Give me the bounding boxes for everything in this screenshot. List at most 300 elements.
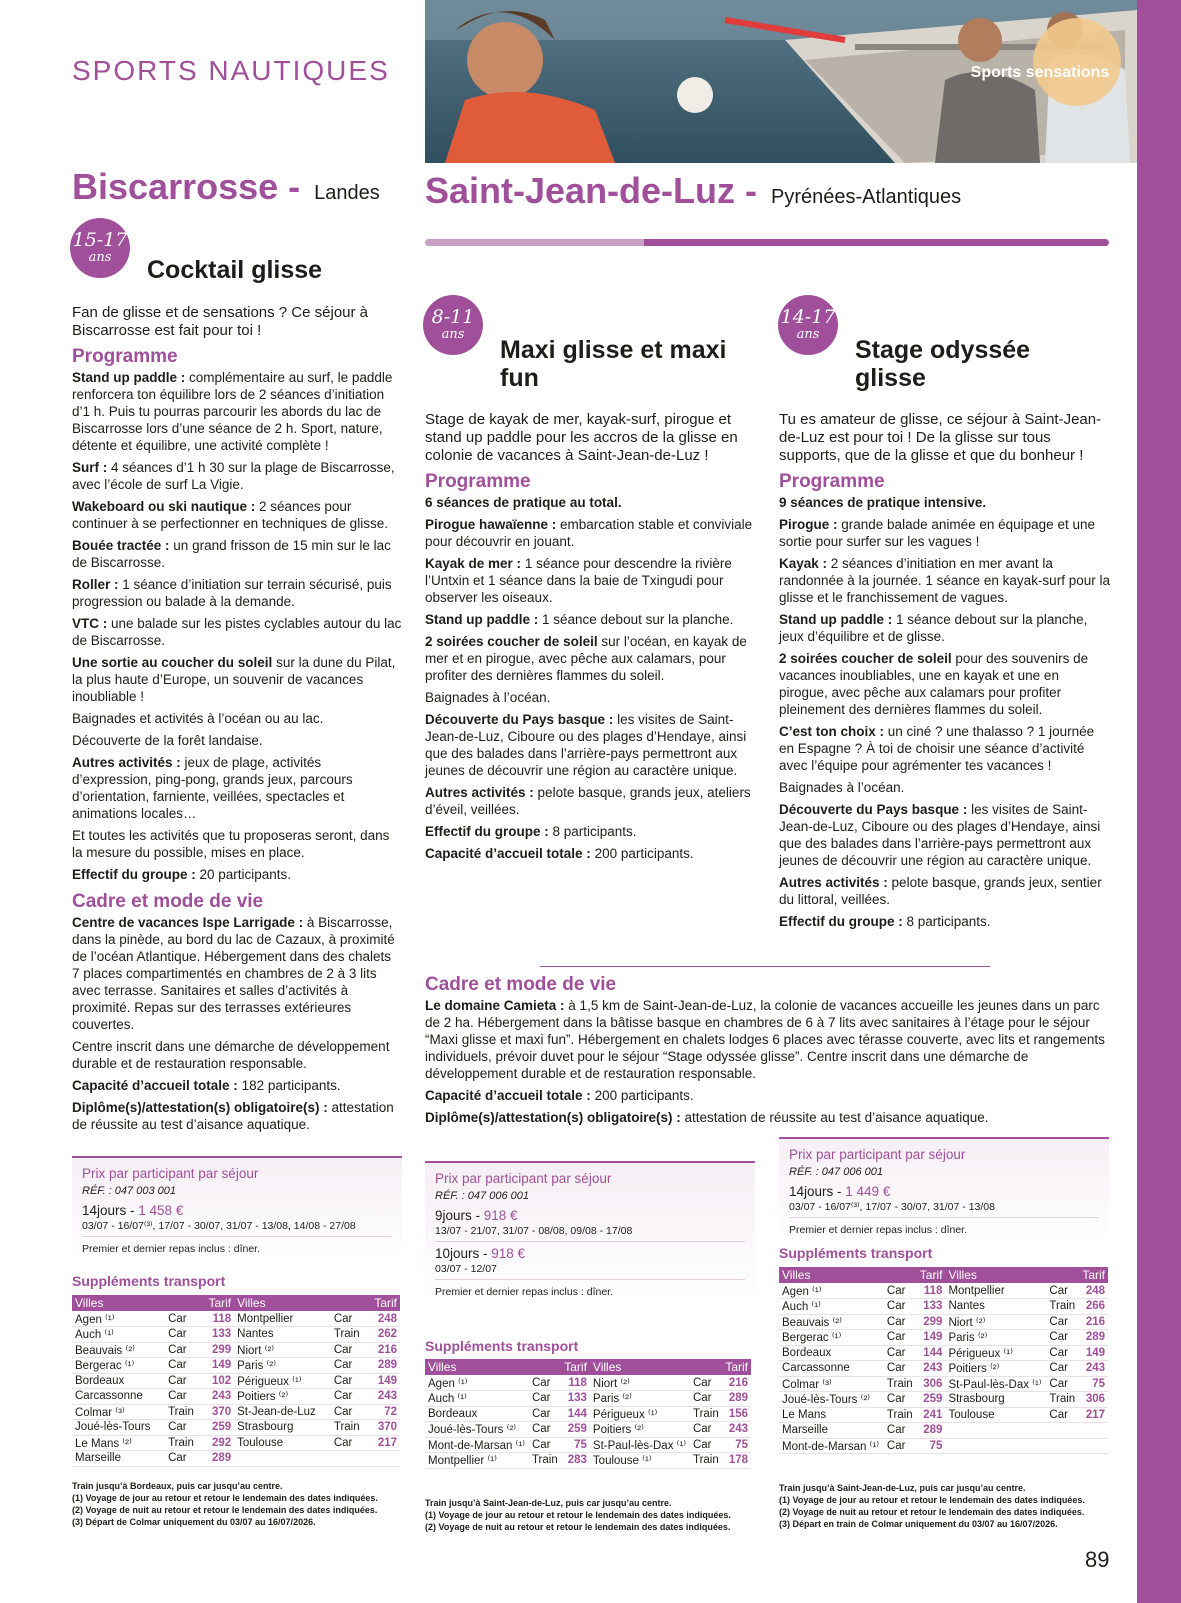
price-cell: 243 (1079, 1361, 1108, 1377)
mode-cell (1046, 1423, 1078, 1439)
paragraph-text: Baignades à l’océan. (779, 780, 905, 795)
price-cell: 75 (561, 1437, 590, 1453)
paragraph-label: Stand up paddle : (779, 612, 893, 627)
table-row (72, 1311, 400, 1327)
transport-title: Suppléments transport (425, 1338, 579, 1354)
paragraph (779, 801, 1111, 869)
paragraph-text: 1 séance debout sur la planche, jeux d’équilibre et de glisse. (779, 612, 1088, 644)
price-title: Prix par participant par séjour (435, 1171, 612, 1186)
paragraph-label: Pirogue : (779, 517, 838, 532)
price-cell: 118 (201, 1311, 234, 1327)
paragraph-label: Capacité d’accueil totale : (425, 1088, 591, 1103)
mode-cell: Train (1046, 1392, 1078, 1408)
mode-cell: Car (884, 1438, 916, 1454)
mode-cell: Car (165, 1327, 201, 1343)
paragraph-label: Capacité d’accueil totale : (72, 1078, 238, 1093)
paragraph-text: complémentaire au surf, le paddle renforcera ton équilibre lors de 2 séances d’initiation d’1 h. Puis tu pourras parcourir les abords du lac de Biscarrosse lors d’une séance de 2 h. Sport, nature, détente et équilibre, une activité complète ! (72, 370, 393, 453)
city-cell: St-Paul-lès-Dax ⁽¹⁾ (945, 1376, 1046, 1392)
city-cell: Beauvais ⁽²⁾ (72, 1342, 165, 1358)
divider-line (540, 966, 990, 967)
reference: RÉF. : 047 006 001 (435, 1190, 529, 1202)
mode-cell: Car (690, 1375, 722, 1391)
paragraph-label: Bouée tractée : (72, 538, 170, 553)
paragraph-text: 20 participants. (195, 867, 292, 882)
price-cell: 133 (201, 1327, 234, 1343)
paragraph-label: Effectif du groupe : (72, 867, 196, 882)
age-range: 8-11 (431, 306, 475, 328)
paragraph-label: Découverte du Pays basque : (779, 802, 968, 817)
paragraph-label: Effectif du groupe : (425, 824, 549, 839)
paragraph-text: 200 participants. (590, 1088, 694, 1103)
city-cell: Montpellier ⁽¹⁾ (425, 1453, 529, 1469)
stage-odyssee-content (779, 411, 1111, 935)
paragraph (425, 997, 1111, 1082)
note-line: (2) Voyage de nuit au retour et retour le lendemain des dates indiquées. (425, 1522, 731, 1532)
age-unit: ans (88, 250, 112, 265)
paragraph-text: Et toutes les activités que tu proposeras seront, dans la mesure du possible, mises en place. (72, 828, 390, 860)
sports-sensations-badge: Sports sensations (970, 64, 1110, 81)
price-cell: 149 (201, 1358, 234, 1374)
city-cell: Carcassonne (779, 1361, 884, 1377)
paragraph (72, 498, 402, 532)
paragraph (72, 654, 402, 705)
mode-cell: Car (884, 1345, 916, 1361)
paragraph (72, 459, 402, 493)
city-cell: Mont-de-Marsan ⁽¹⁾ (425, 1437, 529, 1453)
paragraph-label: Découverte du Pays basque : (425, 712, 614, 727)
mode-cell: Car (165, 1342, 201, 1358)
city-cell: Paris ⁽²⁾ (590, 1391, 690, 1407)
price-cell: 75 (1079, 1376, 1108, 1392)
city-cell: Auch ⁽¹⁾ (779, 1299, 884, 1315)
paragraph (72, 1077, 402, 1094)
column-header: Tarif (201, 1295, 234, 1311)
mode-cell: Car (884, 1330, 916, 1346)
price-cell: 216 (722, 1375, 751, 1391)
price-cell: 370 (201, 1404, 234, 1420)
city-cell: Périgueux ⁽¹⁾ (945, 1345, 1046, 1361)
column-header: Villes (779, 1267, 884, 1283)
column-header: Villes (72, 1295, 165, 1311)
note-line: Train jusqu’à Bordeaux, puis car jusqu’au centre. (72, 1481, 283, 1491)
price-box (72, 1156, 402, 1261)
paragraph (779, 611, 1111, 645)
mode-cell: Car (331, 1404, 367, 1420)
table-row (425, 1391, 751, 1407)
mode-cell: Train (331, 1420, 367, 1436)
column-header: Tarif (916, 1267, 945, 1283)
paragraph-label: Effectif du groupe : (779, 914, 903, 929)
price: 1 458 € (138, 1203, 184, 1218)
paragraph (425, 555, 760, 606)
price-cell: 306 (916, 1376, 945, 1392)
city-cell: Poitiers ⁽²⁾ (945, 1361, 1046, 1377)
cadre-heading: Cadre et mode de vie (425, 974, 617, 995)
paragraph (425, 1109, 1111, 1126)
programme-heading: Programme (779, 471, 885, 492)
mode-cell: Train (690, 1453, 722, 1469)
paragraph (425, 689, 760, 706)
paragraph-text: attestation de réussite au test d’aisance aquatique. (72, 1100, 394, 1132)
separator: - (471, 1208, 484, 1223)
mode-cell: Car (1046, 1376, 1078, 1392)
meal-info: Premier et dernier repas inclus : dîner. (82, 1243, 260, 1255)
reference: RÉF. : 047 003 001 (82, 1185, 176, 1197)
section-title: SPORTS NAUTIQUES (72, 55, 390, 86)
programme-lead: 9 séances de pratique intensive. (779, 495, 987, 510)
price-cell: 248 (1079, 1283, 1108, 1299)
table-row (779, 1376, 1108, 1392)
programme-heading: Programme (425, 471, 531, 492)
table-row (779, 1392, 1108, 1408)
mode-cell: Train (165, 1404, 201, 1420)
mode-cell (331, 1451, 367, 1467)
price-cell: 289 (722, 1391, 751, 1407)
stay-title: Maxi glisse et maxi fun (500, 336, 727, 392)
note-line: (1) Voyage de jour au retour et retour le lendemain des dates indiquées. (779, 1495, 1085, 1505)
paragraph-label: Roller : (72, 577, 119, 592)
mode-cell: Car (1046, 1314, 1078, 1330)
note-line: (2) Voyage de nuit au retour et retour le lendemain des dates indiquées. (779, 1507, 1085, 1517)
paragraph (72, 1099, 402, 1133)
price-cell: 149 (916, 1330, 945, 1346)
paragraph-text: 200 participants. (590, 846, 694, 861)
paragraph-label: 2 soirées coucher de soleil (425, 634, 598, 649)
intro-text: Stage de kayak de mer, kayak-surf, pirogue et stand up paddle pour les accros de la glisse en colonie de vacances à Saint-Jean-de-Luz ! (425, 411, 738, 464)
paragraph (72, 754, 402, 822)
cadre-heading: Cadre et mode de vie (72, 891, 264, 912)
table-header-row (72, 1295, 400, 1311)
price-cell: 144 (916, 1345, 945, 1361)
table-row (72, 1342, 400, 1358)
column-header (529, 1359, 561, 1375)
city-cell: Auch ⁽¹⁾ (425, 1391, 529, 1407)
city-cell: Niort ⁽²⁾ (590, 1375, 690, 1391)
price-cell: 149 (1079, 1345, 1108, 1361)
mode-cell: Car (529, 1437, 561, 1453)
destination-name: Biscarrosse - (72, 166, 301, 207)
paragraph (779, 555, 1111, 606)
transport-table-maxi (425, 1359, 751, 1469)
mode-cell: Car (165, 1420, 201, 1436)
city-cell: Niort ⁽²⁾ (234, 1342, 331, 1358)
paragraph-label: Centre de vacances Ispe Larrigade : (72, 915, 304, 930)
price-line (435, 1208, 745, 1223)
meal-info: Premier et dernier repas inclus : dîner. (789, 1224, 967, 1236)
paragraph-text: 1 séance debout sur la planche. (538, 612, 734, 627)
price-box-odyssee (779, 1137, 1109, 1242)
paragraph (779, 516, 1111, 550)
programme-list (425, 516, 760, 862)
paragraph (779, 874, 1111, 908)
city-cell: Le Mans ⁽²⁾ (72, 1435, 165, 1451)
age-badge (778, 295, 838, 355)
table-row (72, 1404, 400, 1420)
age-badge (423, 295, 483, 355)
paragraph-label: Autres activités : (425, 785, 534, 800)
transport-notes (72, 1480, 402, 1528)
price-cell: 292 (201, 1435, 234, 1451)
mode-cell: Car (690, 1391, 722, 1407)
paragraph (425, 845, 760, 862)
duration: 14jours (789, 1184, 834, 1199)
paragraph (779, 779, 1111, 796)
table-row (779, 1330, 1108, 1346)
paragraph-text: les visites de Saint-Jean-de-Luz, Ciboure ou des plages d’Hendaye, ainsi que des balades dans l’arrière-pays permettront aux jeunes de découvrir une région au caractère unique. (779, 802, 1101, 868)
column-header: Villes (590, 1359, 690, 1375)
table-row (779, 1345, 1108, 1361)
mode-cell: Car (884, 1361, 916, 1377)
price-cell: 241 (916, 1407, 945, 1423)
paragraph-label: Diplôme(s)/attestation(s) obligatoire(s) : (425, 1110, 681, 1125)
price-cell: 75 (722, 1437, 751, 1453)
table-row (72, 1373, 400, 1389)
price-cell: 133 (916, 1299, 945, 1315)
paragraph-text: un ciné ? une thalasso ? 1 journée en Espagne ? À toi de choisir une séance d’activité avec l’équipe pour agrémenter tes vacances ! (779, 724, 1095, 773)
paragraph-label: Stand up paddle : (72, 370, 186, 385)
programme-heading: Programme (72, 346, 178, 367)
table-row (72, 1327, 400, 1343)
biscarrosse-content (72, 304, 402, 1138)
city-cell: Colmar ⁽³⁾ (72, 1404, 165, 1420)
table-row (779, 1438, 1108, 1454)
city-cell: Carcassonne (72, 1389, 165, 1405)
duration: 10jours (435, 1246, 480, 1261)
table-row (72, 1451, 400, 1467)
table-row (425, 1453, 751, 1469)
paragraph-text: Baignades et activités à l’océan ou au lac. (72, 711, 324, 726)
price-cell: 102 (201, 1373, 234, 1389)
side-color-band (1137, 0, 1181, 1603)
paragraph (425, 823, 760, 840)
paragraph (72, 615, 402, 649)
paragraph (425, 633, 760, 684)
column-header (165, 1295, 201, 1311)
price-cell: 259 (561, 1422, 590, 1438)
destination-region: Landes (314, 182, 380, 204)
transport-table-odyssee (779, 1267, 1108, 1454)
paragraph (72, 914, 402, 1033)
paragraph-text: Découverte de la forêt landaise. (72, 733, 263, 748)
table-row (779, 1299, 1108, 1315)
city-cell: Toulouse ⁽¹⁾ (590, 1453, 690, 1469)
paragraph (72, 1038, 402, 1072)
mode-cell: Car (165, 1311, 201, 1327)
city-cell: Agen ⁽¹⁾ (72, 1311, 165, 1327)
paragraph-text: 2 séances pour continuer à se perfectionner en techniques de glisse. (72, 499, 388, 531)
divider-bar (425, 239, 1109, 246)
intro-text: Tu es amateur de glisse, ce séjour à Saint-Jean-de-Luz est pour toi ! De la glisse sur tous supports, que de la glisse et que du bonheur ! (779, 411, 1102, 464)
city-cell: Bordeaux (425, 1406, 529, 1422)
note-line: (3) Départ de Colmar uniquement du 03/07 au 16/07/2026. (72, 1517, 316, 1527)
city-cell: Strasbourg (234, 1420, 331, 1436)
price-cell: 289 (201, 1451, 234, 1467)
price-cell: 216 (367, 1342, 400, 1358)
city-cell: Agen ⁽¹⁾ (779, 1283, 884, 1299)
city-cell: Montpellier (234, 1311, 331, 1327)
column-header: Villes (425, 1359, 529, 1375)
price-title: Prix par participant par séjour (789, 1147, 966, 1162)
paragraph-label: Pirogue hawaïenne : (425, 517, 557, 532)
paragraph-label: Diplôme(s)/attestation(s) obligatoire(s) : (72, 1100, 328, 1115)
transport-notes (779, 1482, 1109, 1530)
paragraph-text: pelote basque, grands jeux, sentier du littoral, veillées. (779, 875, 1102, 907)
price-cell: 370 (367, 1420, 400, 1436)
mode-cell: Car (884, 1423, 916, 1439)
mode-cell: Car (331, 1435, 367, 1451)
note-line: (1) Voyage de jour au retour et retour le lendemain des dates indiquées. (425, 1510, 731, 1520)
price: 918 € (483, 1208, 518, 1223)
paragraph (425, 516, 760, 550)
paragraph-text: un grand frisson de 15 min sur le lac de Biscarrosse. (72, 538, 391, 570)
price-cell: 262 (367, 1327, 400, 1343)
mode-cell: Train (690, 1406, 722, 1422)
table-row (779, 1407, 1108, 1423)
programme-lead: 6 séances de pratique au total. (425, 495, 622, 510)
mode-cell: Train (884, 1376, 916, 1392)
dates: 13/07 - 21/07, 31/07 - 08/08, 09/08 - 17/08 (435, 1225, 745, 1242)
city-cell: Nantes (945, 1299, 1046, 1315)
mode-cell: Car (331, 1342, 367, 1358)
paragraph-text: 1 séance pour descendre la rivière l’Untxin et 1 séance dans la baie de Txingudi pour observer les oiseaux. (425, 556, 732, 605)
price: 918 € (491, 1246, 526, 1261)
mode-cell: Train (1046, 1299, 1078, 1315)
paragraph-label: Autres activités : (779, 875, 888, 890)
city-cell: Le Mans (779, 1407, 884, 1423)
price-cell: 266 (1079, 1299, 1108, 1315)
city-cell: Bergerac ⁽¹⁾ (72, 1358, 165, 1374)
paragraph (72, 732, 402, 749)
age-range: 14-17 (780, 306, 836, 328)
separator: - (833, 1184, 846, 1199)
paragraph-text: sur la dune du Pilat, la plus haute d’Europe, un souvenir de vacances inoubliable ! (72, 655, 396, 704)
mode-cell: Car (690, 1422, 722, 1438)
price-cell: 72 (367, 1404, 400, 1420)
table-row (72, 1420, 400, 1436)
paragraph (72, 866, 402, 883)
paragraph-text: 8 participants. (548, 824, 637, 839)
city-cell: Colmar ⁽³⁾ (779, 1376, 884, 1392)
paragraph-text: 8 participants. (902, 914, 991, 929)
mode-cell: Car (529, 1375, 561, 1391)
mode-cell: Train (331, 1327, 367, 1343)
destination-region: Pyrénées-Atlantiques (771, 186, 962, 208)
price-cell: 156 (722, 1406, 751, 1422)
price-cell: 306 (1079, 1392, 1108, 1408)
city-cell: Niort ⁽²⁾ (945, 1314, 1046, 1330)
paragraph-text: jeux de plage, activités d’expression, ping-pong, grands jeux, parcours d’orientation, farniente, veillées, spectacles et animations locales… (72, 755, 353, 821)
price-cell: 289 (1079, 1330, 1108, 1346)
price-cell: 243 (722, 1422, 751, 1438)
mode-cell: Car (331, 1358, 367, 1374)
paragraph-label: VTC : (72, 616, 108, 631)
paragraph (72, 710, 402, 727)
paragraph-text: 182 participants. (237, 1078, 341, 1093)
city-cell: Marseille (72, 1451, 165, 1467)
paragraph (72, 537, 402, 571)
age-range: 15-17 (72, 229, 128, 251)
paragraph-label: 2 soirées coucher de soleil (779, 651, 952, 666)
column-header (1046, 1267, 1078, 1283)
paragraph-label: Kayak : (779, 556, 828, 571)
paragraph (72, 827, 402, 861)
column-header: Tarif (722, 1359, 751, 1375)
paragraph-text: Centre inscrit dans une démarche de développement durable et de restauration responsable. (72, 1039, 390, 1071)
mode-cell: Car (1046, 1361, 1078, 1377)
mode-cell: Car (884, 1299, 916, 1315)
price-cell: 178 (722, 1453, 751, 1469)
paragraph-text: 1 séance d’initiation sur terrain sécurisé, puis progression ou balade à la demande. (72, 577, 392, 609)
city-cell: Auch ⁽¹⁾ (72, 1327, 165, 1343)
stay-title: Cocktail glisse (147, 256, 323, 284)
mode-cell (1046, 1438, 1078, 1454)
city-cell: Toulouse (234, 1435, 331, 1451)
city-cell (945, 1423, 1046, 1439)
mode-cell: Car (165, 1451, 201, 1467)
mode-cell: Car (884, 1392, 916, 1408)
city-cell: Strasbourg (945, 1392, 1046, 1408)
city-cell (945, 1438, 1046, 1454)
table-row (779, 1423, 1108, 1439)
paragraph (425, 784, 760, 818)
price-cell: 299 (201, 1342, 234, 1358)
price-line (82, 1203, 392, 1218)
paragraph-label: Surf : (72, 460, 108, 475)
column-header (884, 1267, 916, 1283)
stay-title: Stage odyssée glisse (855, 336, 1031, 392)
dates: 03/07 - 12/07 (435, 1263, 745, 1280)
mode-cell: Car (529, 1406, 561, 1422)
destination-saint-jean-de-luz (425, 170, 961, 212)
paragraph-label: Le domaine Camieta : (425, 998, 565, 1013)
paragraph (72, 369, 402, 454)
city-cell: Mont-de-Marsan ⁽¹⁾ (779, 1438, 884, 1454)
page-number: 89 (1085, 1547, 1110, 1572)
mode-cell: Train (165, 1435, 201, 1451)
paragraph (425, 711, 760, 779)
city-cell: Paris ⁽²⁾ (234, 1358, 331, 1374)
programme-list (72, 369, 402, 883)
price-box-maxi (425, 1161, 755, 1304)
city-cell: Agen ⁽¹⁾ (425, 1375, 529, 1391)
mode-cell: Car (690, 1437, 722, 1453)
paragraph-text: Baignades à l’océan. (425, 690, 551, 705)
table-row (779, 1314, 1108, 1330)
column-header (331, 1295, 367, 1311)
table-row (425, 1422, 751, 1438)
mode-cell: Train (884, 1407, 916, 1423)
mode-cell: Car (529, 1391, 561, 1407)
paragraph-text: attestation de réussite au test d’aisance aquatique. (680, 1110, 989, 1125)
city-cell: Bordeaux (779, 1345, 884, 1361)
table-row (425, 1375, 751, 1391)
mode-cell: Car (1046, 1330, 1078, 1346)
price-cell: 149 (367, 1373, 400, 1389)
paragraph-label: Wakeboard ou ski nautique : (72, 499, 256, 514)
transport-title: Suppléments transport (72, 1273, 226, 1289)
table-row (72, 1358, 400, 1374)
meal-info: Premier et dernier repas inclus : dîner. (435, 1286, 613, 1298)
destination-biscarrosse (72, 166, 380, 208)
price-cell: 243 (201, 1389, 234, 1405)
paragraph-label: Kayak de mer : (425, 556, 522, 571)
table-header-row (779, 1267, 1108, 1283)
paragraph-label: Une sortie au coucher du soleil (72, 655, 273, 670)
paragraph-text: 4 séances d’1 h 30 sur la plage de Biscarrosse, avec l’école de surf La Vigie. (72, 460, 395, 492)
mode-cell: Car (1046, 1283, 1078, 1299)
mode-cell: Car (1046, 1407, 1078, 1423)
city-cell: Bordeaux (72, 1373, 165, 1389)
